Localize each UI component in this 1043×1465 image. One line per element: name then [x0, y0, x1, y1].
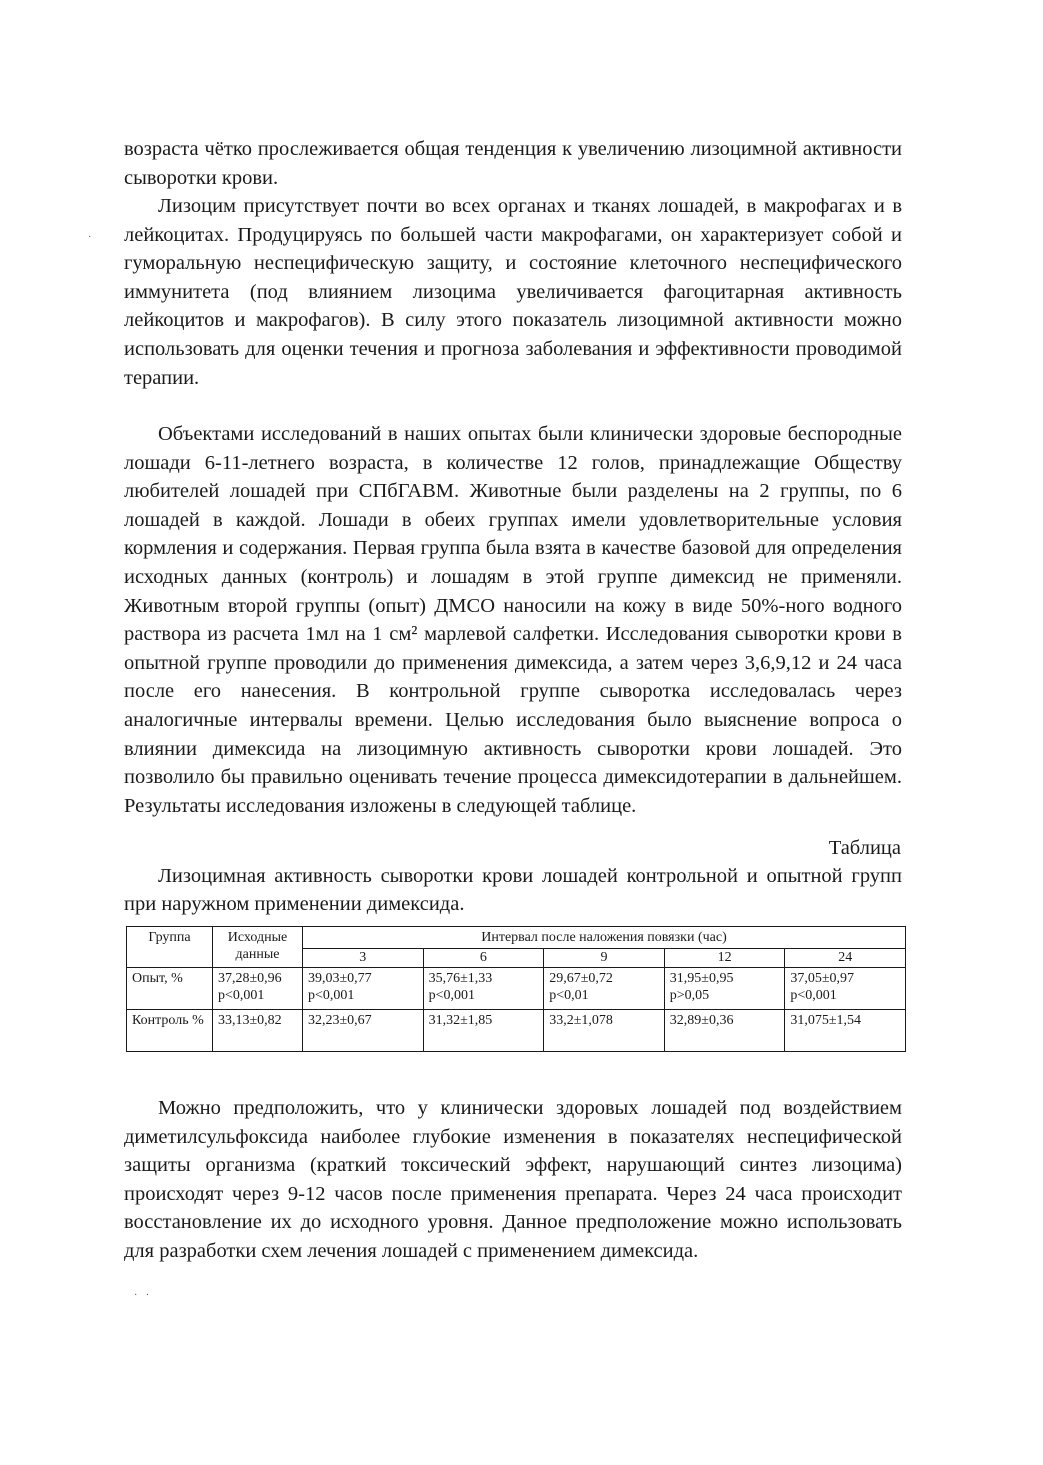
table-cell — [213, 968, 303, 1010]
table-row-experiment — [127, 968, 906, 1010]
cell-value: 33,13±0,82 — [218, 1013, 282, 1028]
header-hour-6: 6 — [423, 949, 544, 968]
row-label: Опыт, % — [127, 968, 213, 1010]
scan-specks: · · — [134, 1290, 153, 1301]
header-initial: Исходные данные — [213, 927, 303, 968]
cell-p-value: p<0,001 — [218, 988, 265, 1003]
table-cell — [303, 1010, 424, 1052]
paragraph-lysozyme: Лизоцим присутствует почти во всех органах и тканях лошадей, в макрофагах и в лейкоцитах. Продуцируясь по большей части макрофагами, он характеризует собой и гуморальную неспецифическую защиту, и состояние клеточного неспецифического иммунитета (под влиянием лизоцима увеличивается фагоцитарная активность лейкоцитов и макрофагов). В силу этого показатель лизоцимной активности можно использовать для оценки течения и прогноза заболевания и эффективности проводимой терапии. — [124, 195, 902, 389]
cell-value: 32,89±0,36 — [669, 1013, 734, 1028]
cell-value: 37,28±0,96 — [218, 971, 282, 986]
header-interval: Интервал после наложения повязки (час) — [303, 927, 906, 949]
cell-value: 31,95±0,95 — [669, 971, 734, 986]
table-cell — [303, 968, 424, 1010]
table-cell — [544, 968, 665, 1010]
paragraph-methods: Объектами исследований в наших опытах были клинически здоровые беспородные лошади 6-11-летнего возраста, в количестве 12 голов, принадлежащие Обществу любителей лошадей при СПбГАВМ. Животные были разделены на 2 группы, по 6 лошадей в каждой. Лошади в обеих группах имели удовлетворительные условия кормления и содержания. Первая группа была взята в качестве базовой для определения исходных данных (контроль) и лошадям в этой группе димексид не применяли. Животным второй группы (опыт) ДМСО наносили на кожу в виде 50%-ного водного раствора из расчета 1мл на 1 см² марлевой салфетки. Исследования сыворотки крови в опытной группе проводили до применения димексида, а затем через 3,6,9,12 и 24 часа после его нанесения. В контрольной группе сыворотка исследовалась через аналогичные интервалы времени. Целью исследования было выяснение вопроса о влиянии димексида на лизоцимную активность сыворотки крови лошадей. Это позволило бы правильно оценивать течение процесса димексидотерапии в дальнейшем. Результаты исследования изложены в следующей таблице. — [124, 423, 902, 817]
cell-p-value: p<0,001 — [790, 988, 837, 1003]
table-cell — [423, 1010, 544, 1052]
table-cell — [423, 968, 544, 1010]
cell-value: 29,67±0,72 — [549, 971, 613, 986]
row-label: Контроль % — [127, 1010, 213, 1052]
cell-p-value: p>0,05 — [669, 988, 710, 1003]
table-label: Таблица — [828, 837, 901, 859]
margin-speck: · — [88, 232, 92, 243]
cell-value: 31,32±1,85 — [428, 1013, 493, 1028]
cell-value: 37,05±0,97 — [790, 971, 855, 986]
table-cell — [785, 968, 906, 1010]
paragraph-conclusion: Можно предположить, что у клинически здоровых лошадей под воздействием диметилсульфоксида наиболее глубокие изменения в показателях неспецифической защиты организма (краткий токсический эффект, нарушающий синтез лизоцима) происходят через 9-12 часов после применения препарата. Через 24 часа происходит восстановление их до исходного уровня. Данное предположение можно использовать для разработки схем лечения лошадей с применением димексида. — [124, 1097, 902, 1262]
cell-value: 32,23±0,67 — [308, 1013, 372, 1028]
header-hour-3: 3 — [303, 949, 424, 968]
table-cell — [785, 1010, 906, 1052]
cell-p-value: p<0,01 — [549, 988, 589, 1003]
cell-value: 33,2±1,078 — [549, 1013, 613, 1028]
cell-value: 39,03±0,77 — [308, 971, 372, 986]
table-row-control — [127, 1010, 906, 1052]
table-caption: Лизоцимная активность сыворотки крови лошадей контрольной и опытной групп при наружном применении димексида. — [124, 865, 902, 915]
cell-p-value: p<0,001 — [428, 988, 475, 1003]
paragraph-continuation: возраста чётко прослеживается общая тенденция к увеличению лизоцимной активности сыворотки крови. — [124, 138, 902, 189]
table-cell — [664, 1010, 785, 1052]
header-hour-9: 9 — [544, 949, 665, 968]
table-cell — [213, 1010, 303, 1052]
cell-p-value: p<0,001 — [308, 988, 355, 1003]
header-group: Группа — [127, 927, 213, 968]
table-cell — [664, 968, 785, 1010]
header-hour-12: 12 — [664, 949, 785, 968]
header-hour-24: 24 — [785, 949, 906, 968]
results-table — [126, 926, 906, 1052]
cell-value: 31,075±1,54 — [790, 1013, 862, 1028]
cell-value: 35,76±1,33 — [428, 971, 493, 986]
table-cell — [544, 1010, 665, 1052]
